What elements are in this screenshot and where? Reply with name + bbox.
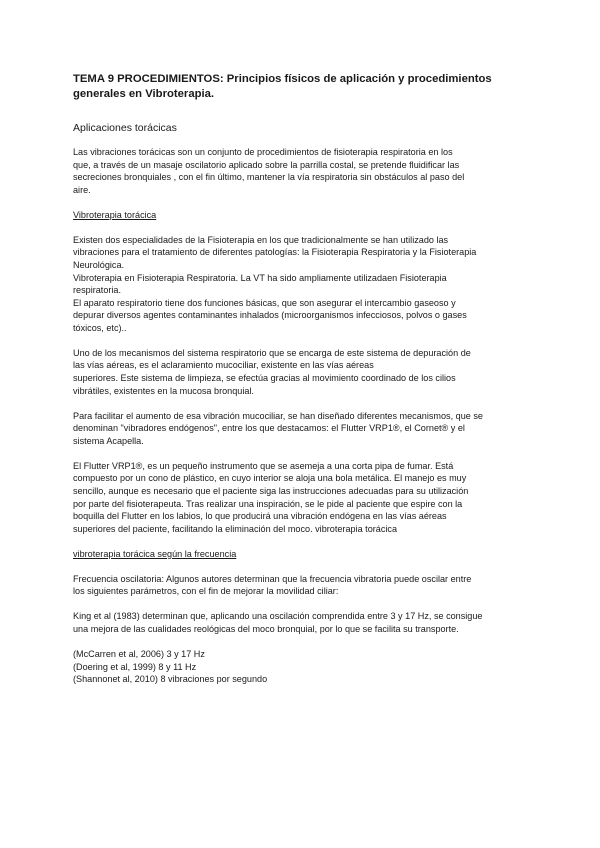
text-line: una mejora de las cualidades reológicas del moco bronquial, por lo que se facilita su transporte. [73,623,459,634]
text-line: Las vibraciones torácicas son un conjunto de procedimientos de fisioterapia respiratoria en los [73,147,453,157]
text-line: vibraciones para el tratamiento de diferentes patologías: la Fisioterapia Respiratoria y la Fisioterapia [73,247,477,258]
section-heading-frecuencia: vibroterapia torácica según la frecuencia [73,548,237,559]
text-line: respiratoria. [73,285,122,296]
text-line: superiores del paciente, facilitando la eliminación del moco. vibroterapia torácica [73,523,398,534]
text-line: depurar diversos agentes contaminantes inhalados (microorganismos infecciosos, polvos o gases [73,310,467,321]
text-line: los siguientes parámetros, con el fin de mejorar la movilidad ciliar: [73,586,339,597]
text-line: aire. [73,184,91,195]
reference-item: (Doering et al, 1999) 8 y 11 Hz [73,661,197,672]
text-line: vibrátiles, existentes en la mucosa bronquial. [73,385,254,396]
text-line: sencillo, aunque es necesario que el paciente siga las instrucciones adecuadas para su utilización [73,486,469,497]
document-page [73,72,528,686]
text-line: denominan "vibradores endógenos", entre los que destacamos: el Flutter VRP1®, el Cornet® y el [73,423,465,434]
section1-paragraph-1 [73,234,528,335]
references-list [73,648,528,686]
text-line: Neurológica. [73,259,125,270]
text-line: Uno de los mecanismos del sistema respiratorio que se encarga de este sistema de depuración de [73,347,471,358]
text-line: que, a través de un masaje oscilatorio aplicado sobre la parrilla costal, se pretende fluidificar las [73,159,460,170]
text-line: El Flutter VRP1®, es un pequeño instrumento que se asemeja a una corta pipa de fumar. Está [73,460,454,471]
text-line: Frecuencia oscilatoria: Algunos autores determinan que la frecuencia vibratoria puede oscilar entre [73,573,472,584]
document-subtitle: Aplicaciones torácicas [73,122,177,134]
text-line: El aparato respiratorio tiene dos funciones básicas, que son asegurar el intercambio gaseoso y [73,297,456,308]
text-line: las vías aéreas, es el aclaramiento mucociliar, existente en las vías aéreas [73,360,374,371]
section2-paragraph-2 [73,610,528,635]
section1-paragraph-4 [73,460,528,536]
text-line: Para facilitar el aumento de esa vibración mucociliar, se han diseñado diferentes mecanismos, que se [73,410,483,421]
intro-paragraph [73,146,528,196]
text-line: superiores. Este sistema de limpieza, se efectúa gracias al movimiento coordinado de los cilios [73,373,456,384]
reference-item: (McCarren et al, 2006) 3 y 17 Hz [73,648,205,659]
text-line: Existen dos especialidades de la Fisioterapia en los que tradicionalmente se han utilizado las [73,234,449,245]
document-title: TEMA 9 PROCEDIMIENTOS: Principios físicos de aplicación y procedimientos generales en Vibroterapia. [73,73,492,100]
text-line: por parte del fisioterapeuta. Tras realizar una inspiración, se le pide al paciente que espire con la [73,498,463,509]
reference-item: (Shannonet al, 2010) 8 vibraciones por segundo [73,674,268,685]
text-line: tóxicos, etc).. [73,322,127,333]
text-line: King et al (1983) determinan que, aplicando una oscilación comprendida entre 3 y 17 Hz, se consigue [73,611,483,622]
section1-paragraph-3 [73,410,528,448]
section-heading-vibroterapia-toracica: Vibroterapia torácica [73,209,157,220]
section1-paragraph-2 [73,347,528,397]
text-line: secreciones bronquiales , con el fin último, mantener la vía respiratoria sin obstáculos al paso del [73,172,465,183]
section2-paragraph-1 [73,573,528,598]
text-line: boquilla del Flutter en los labios, lo que producirá una vibración endógena en las vías aéreas [73,511,447,522]
text-line: Vibroterapia en Fisioterapia Respiratoria. La VT ha sido ampliamente utilizadaen Fisioterapia [73,272,447,283]
text-line: compuesto por un cono de plástico, en cuyo interior se aloja una bola metálica. El manejo es muy [73,473,467,484]
text-line: sistema Acapella. [73,435,144,446]
